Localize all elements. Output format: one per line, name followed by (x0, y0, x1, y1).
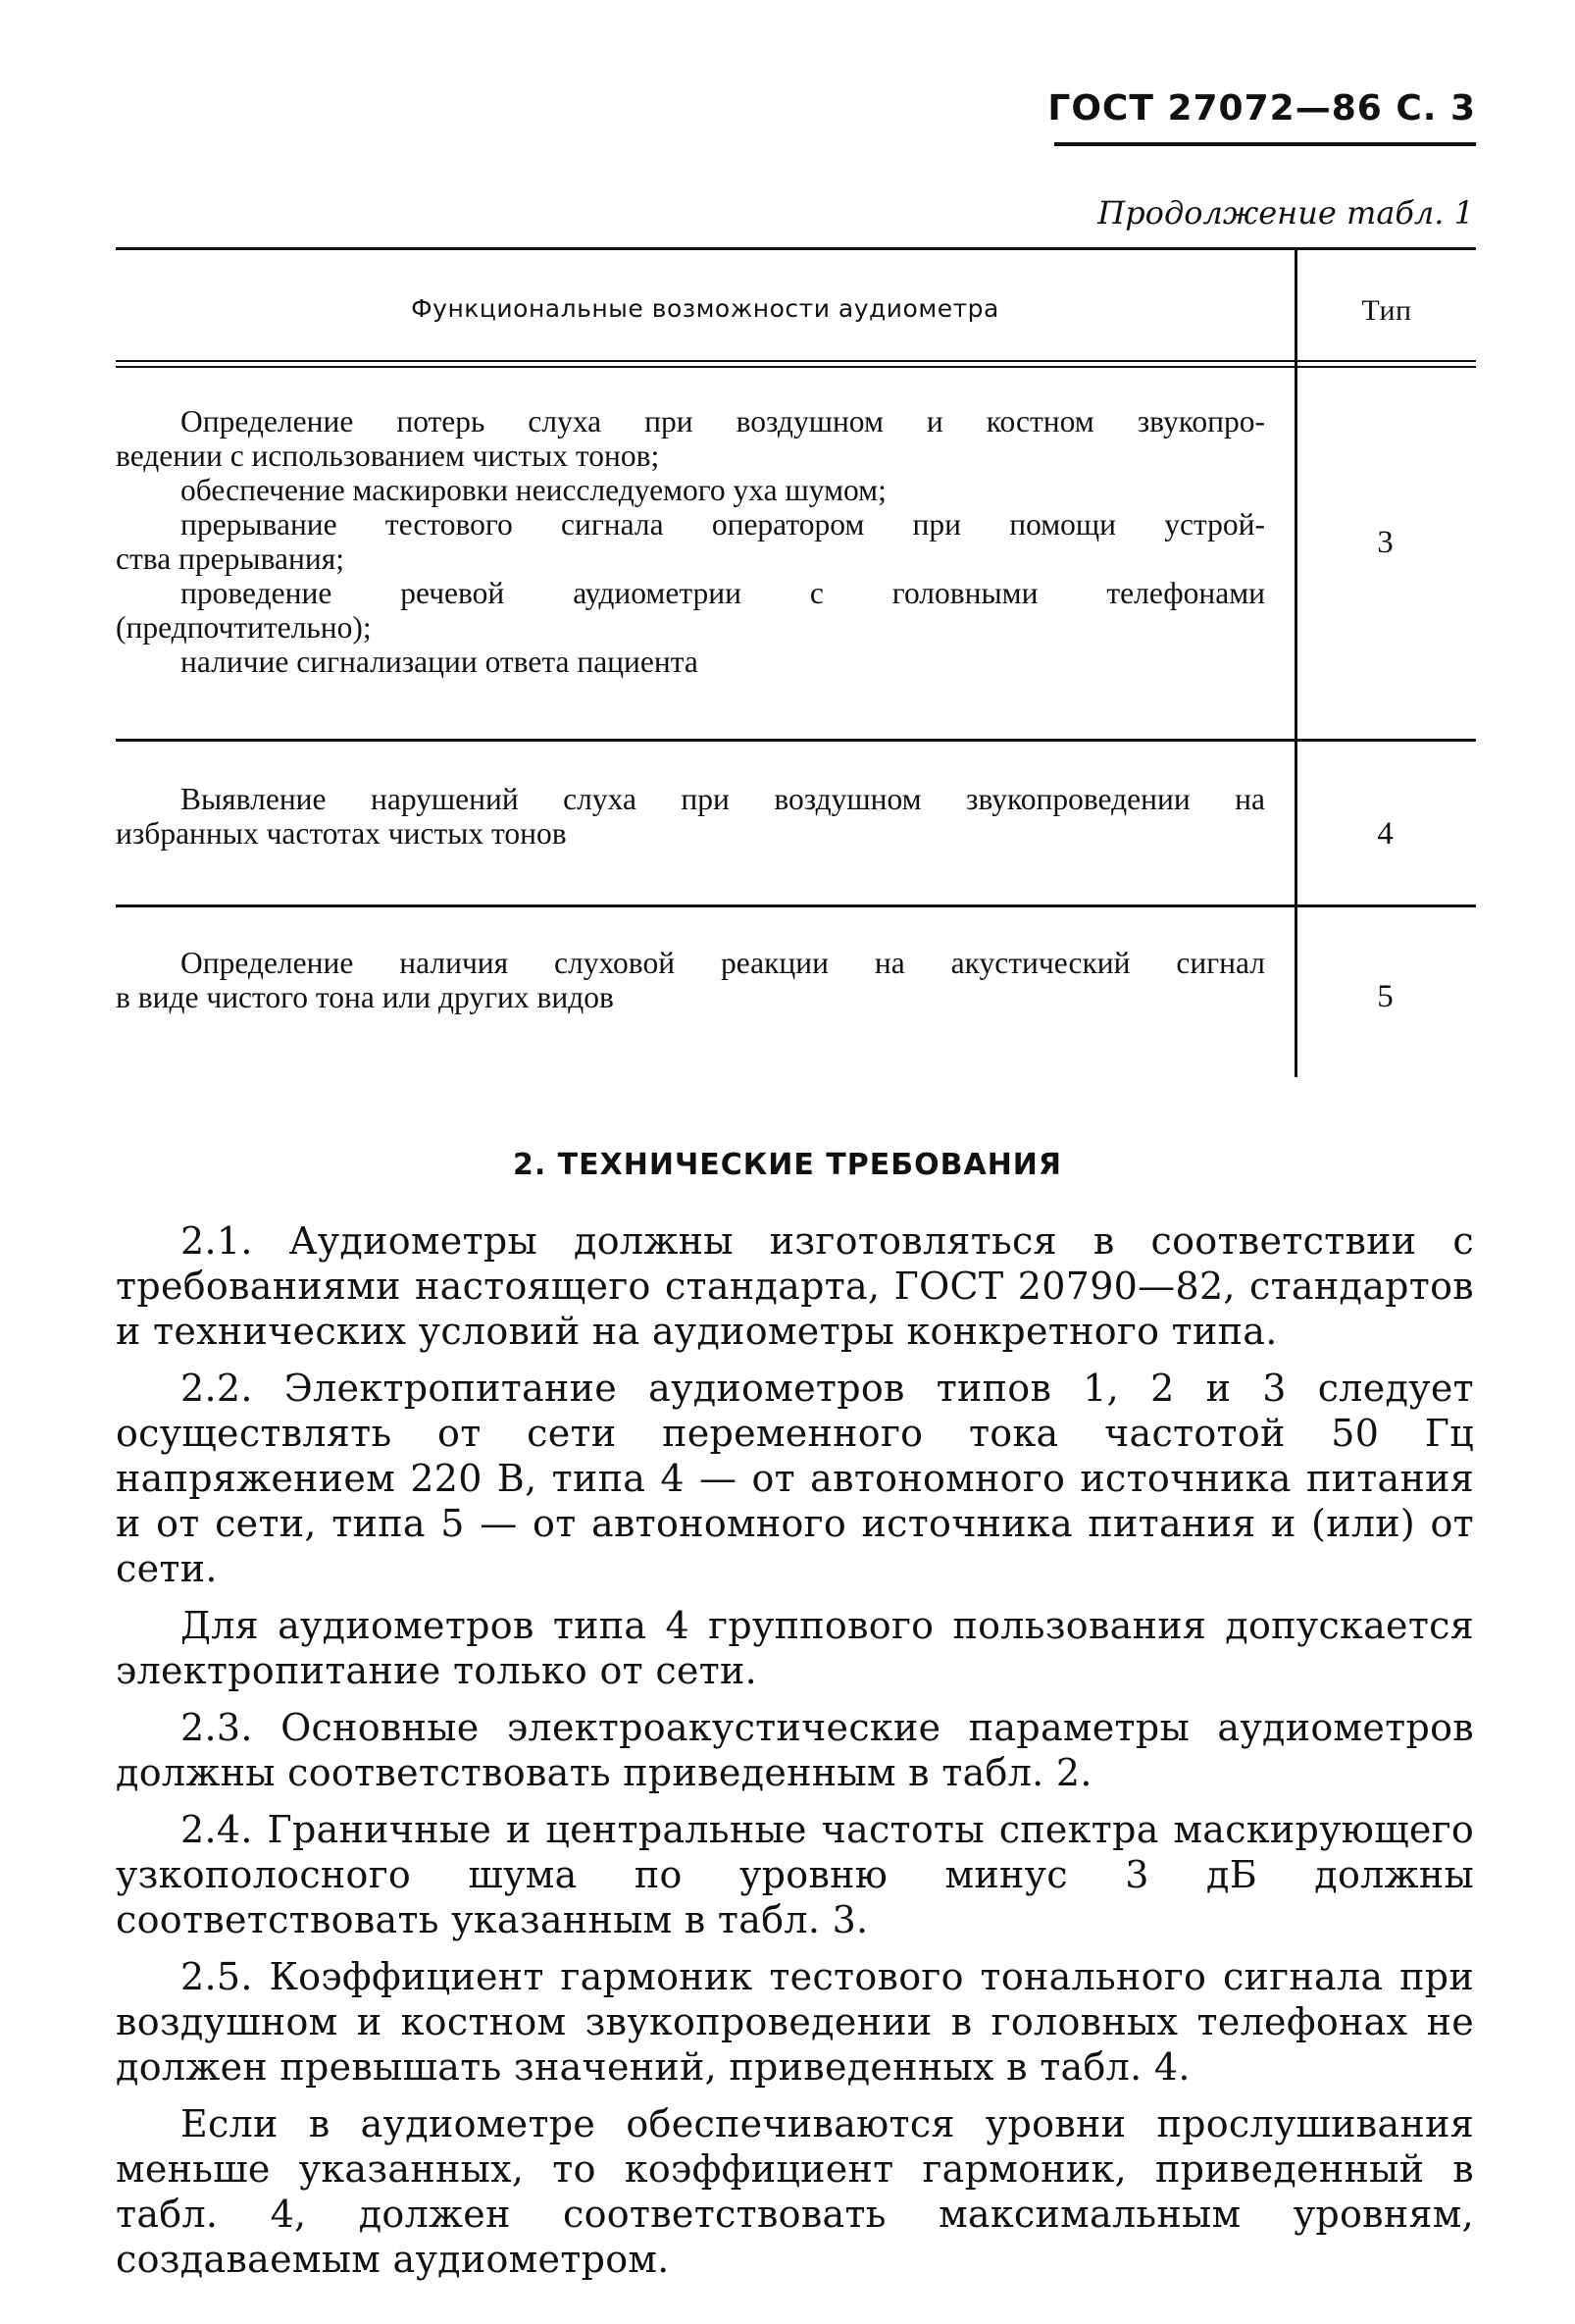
table-line: наличие сигнализации ответа пациента (180, 645, 698, 679)
table-top-rule (116, 247, 1476, 250)
paragraph: Для аудиометров типа 4 группового пользования допускается электропитание только от сети. (116, 1604, 1474, 1692)
table-line: в виде чистого тона или других видов (116, 980, 614, 1014)
table-row-2-type: 4 (1377, 816, 1394, 852)
table-row-3-type: 5 (1377, 979, 1394, 1014)
header-rule (1054, 142, 1476, 146)
paragraph: 2.1. Аудиометры должны изготовляться в соответствии с требованиями настоящего стандарта, ГОСТ 20790—82, стандартов и технических условий на аудиометры конкретного типа. (116, 1219, 1474, 1353)
section-title: 2. ТЕХНИЧЕСКИЕ ТРЕБОВАНИЯ (512, 1148, 1063, 1182)
paragraph: Если в аудиометре обеспечиваются уровни прослушивания меньше указанных, то коэффициент гармоник, приведенный в табл. 4, должен соответствовать максимальным уровням, создаваемым аудиометром. (116, 2102, 1474, 2281)
table-header-rule-2 (116, 366, 1476, 368)
paragraph: 2.5. Коэффициент гармоник тестового тонального сигнала при воздушном и костном звукопроведении в головных телефонах не должен превышать значений, приведенных в табл. 4. (116, 1955, 1474, 2089)
table-line: (предпочтительно); (116, 610, 372, 645)
table-row-1-text (116, 404, 1265, 679)
table-row-separator (116, 739, 1476, 742)
table-line: Выявление нарушений слуха при воздушном звукопроведении на (180, 782, 1265, 816)
page-header: ГОСТ 27072—86 С. 3 (1047, 88, 1476, 129)
paragraph: 2.3. Основные электроакустические параметры аудиометров должны соответствовать приведенным в табл. 2. (116, 1706, 1474, 1794)
table-line: прерывание тестового сигнала оператором при помощи устрой- (180, 507, 1265, 542)
table-header-rule (116, 360, 1476, 362)
table-line: ства прерывания; (116, 542, 344, 576)
paragraph: 2.2. Электропитание аудиометров типов 1, 2 и 3 следует осуществлять от сети переменного тока частотой 50 Гц напряжением 220 В, типа 4 — от автономного источника питания и от сети, типа 5 — от автономного источника питания и (или) от сети. (116, 1367, 1474, 1590)
table-row-2-text (116, 782, 1265, 851)
table-continuation-label: Продолжение табл. 1 (1097, 194, 1474, 232)
table-line: ведении с использованием чистых тонов; (116, 439, 660, 473)
column-header-type: Тип (1361, 294, 1412, 327)
table-line: Определение наличия слуховой реакции на акустический сигнал (180, 946, 1265, 980)
table-column-divider (1295, 250, 1297, 1077)
paragraph: 2.4. Граничные и центральные частоты спектра маскирующего узкополосного шума по уровню минус 3 дБ должны соответствовать указанным в табл. 3. (116, 1808, 1474, 1941)
table-row-separator (116, 904, 1476, 907)
table-row-1-type: 3 (1377, 525, 1394, 560)
section-body (116, 1218, 1474, 2294)
table-line: обеспечение маскировки неисследуемого уха шумом; (180, 473, 887, 507)
table-line: проведение речевой аудиометрии с головными телефонами (180, 576, 1265, 610)
table-line: избранных частотах чистых тонов (116, 816, 567, 851)
table-row-3-text (116, 946, 1265, 1014)
column-header-function: Функциональные возможности аудиометра (411, 294, 999, 323)
table-line: Определение потерь слуха при воздушном и костном звукопро- (180, 404, 1265, 439)
